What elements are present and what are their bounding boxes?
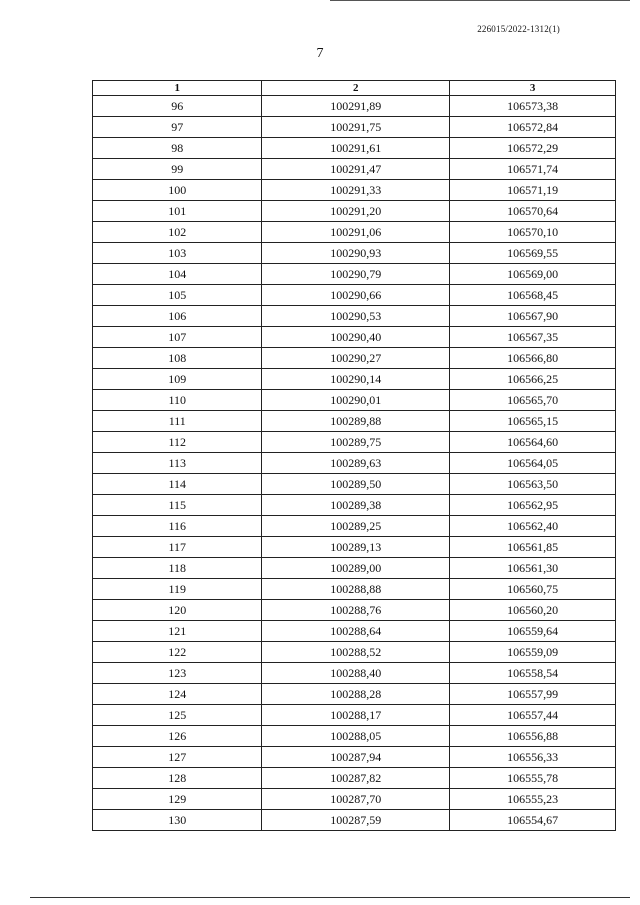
table-row: [93, 621, 616, 642]
table-cell-col2: 100287,59: [262, 810, 450, 831]
table-cell-col3: 106567,35: [450, 327, 616, 348]
table-cell-col3: 106561,85: [450, 537, 616, 558]
table-row: [93, 327, 616, 348]
table-row: [93, 348, 616, 369]
table-cell-col3: 106566,25: [450, 369, 616, 390]
table-cell-col3: 106573,38: [450, 96, 616, 117]
table-cell-col2: 100289,38: [262, 495, 450, 516]
table-cell-col2: 100290,79: [262, 264, 450, 285]
table-cell-col3: 106554,67: [450, 810, 616, 831]
column-header-3: 3: [450, 81, 616, 96]
table-body: [93, 96, 616, 831]
table-row: [93, 558, 616, 579]
table-cell-col2: 100288,40: [262, 663, 450, 684]
table-cell-col1: 130: [93, 810, 262, 831]
table-cell-col2: 100289,13: [262, 537, 450, 558]
table-cell-col2: 100288,52: [262, 642, 450, 663]
table-cell-col3: 106556,33: [450, 747, 616, 768]
table-cell-col3: 106562,40: [450, 516, 616, 537]
bottom-rule: [30, 897, 630, 898]
table-cell-col3: 106559,09: [450, 642, 616, 663]
table-cell-col2: 100288,28: [262, 684, 450, 705]
table-cell-col3: 106563,50: [450, 474, 616, 495]
table-cell-col1: 97: [93, 117, 262, 138]
table-cell-col2: 100289,75: [262, 432, 450, 453]
table-cell-col1: 105: [93, 285, 262, 306]
table-cell-col2: 100290,93: [262, 243, 450, 264]
table-cell-col3: 106571,19: [450, 180, 616, 201]
table-row: [93, 264, 616, 285]
table-cell-col3: 106558,54: [450, 663, 616, 684]
table-cell-col1: 116: [93, 516, 262, 537]
table-cell-col3: 106571,74: [450, 159, 616, 180]
table-cell-col2: 100291,47: [262, 159, 450, 180]
table-cell-col3: 106564,05: [450, 453, 616, 474]
table-row: [93, 747, 616, 768]
table-cell-col2: 100289,63: [262, 453, 450, 474]
table-cell-col2: 100290,01: [262, 390, 450, 411]
table-cell-col1: 115: [93, 495, 262, 516]
table-cell-col3: 106559,64: [450, 621, 616, 642]
table-cell-col3: 106569,00: [450, 264, 616, 285]
column-header-2: 2: [262, 81, 450, 96]
table-row: [93, 516, 616, 537]
coordinates-table: [92, 80, 616, 831]
table-row: [93, 495, 616, 516]
table-row: [93, 432, 616, 453]
table-cell-col1: 96: [93, 96, 262, 117]
document-number: 226015/2022-1312(1): [477, 24, 560, 34]
table-row: [93, 222, 616, 243]
table-cell-col1: 125: [93, 705, 262, 726]
table-cell-col3: 106566,80: [450, 348, 616, 369]
table-cell-col1: 127: [93, 747, 262, 768]
table-row: [93, 726, 616, 747]
table-cell-col1: 101: [93, 201, 262, 222]
table-cell-col2: 100288,17: [262, 705, 450, 726]
table-cell-col2: 100289,88: [262, 411, 450, 432]
table-cell-col2: 100291,61: [262, 138, 450, 159]
table-cell-col2: 100291,75: [262, 117, 450, 138]
table-row: [93, 642, 616, 663]
table-row: [93, 810, 616, 831]
table-row: [93, 390, 616, 411]
table-cell-col2: 100289,25: [262, 516, 450, 537]
table-cell-col3: 106565,70: [450, 390, 616, 411]
table-row: [93, 96, 616, 117]
table-cell-col1: 120: [93, 600, 262, 621]
table-row: [93, 243, 616, 264]
table-cell-col3: 106570,64: [450, 201, 616, 222]
table-cell-col3: 106557,44: [450, 705, 616, 726]
table-cell-col1: 98: [93, 138, 262, 159]
table-cell-col3: 106557,99: [450, 684, 616, 705]
table-cell-col1: 108: [93, 348, 262, 369]
table-cell-col2: 100289,50: [262, 474, 450, 495]
table-row: [93, 579, 616, 600]
table-cell-col1: 118: [93, 558, 262, 579]
table-cell-col3: 106567,90: [450, 306, 616, 327]
table-cell-col3: 106570,10: [450, 222, 616, 243]
table-cell-col1: 117: [93, 537, 262, 558]
table-cell-col3: 106562,95: [450, 495, 616, 516]
table-cell-col2: 100290,14: [262, 369, 450, 390]
table-cell-col2: 100290,40: [262, 327, 450, 348]
table-row: [93, 117, 616, 138]
table-cell-col3: 106561,30: [450, 558, 616, 579]
table-cell-col3: 106560,75: [450, 579, 616, 600]
table-cell-col1: 124: [93, 684, 262, 705]
table-cell-col1: 113: [93, 453, 262, 474]
top-rule: [330, 0, 630, 1]
table-cell-col3: 106556,88: [450, 726, 616, 747]
table-cell-col1: 111: [93, 411, 262, 432]
table-cell-col2: 100290,27: [262, 348, 450, 369]
table-cell-col1: 129: [93, 789, 262, 810]
table-header-row: [93, 81, 616, 96]
table-cell-col1: 99: [93, 159, 262, 180]
table-cell-col1: 110: [93, 390, 262, 411]
table-cell-col2: 100288,88: [262, 579, 450, 600]
table-cell-col2: 100290,66: [262, 285, 450, 306]
table-cell-col2: 100291,33: [262, 180, 450, 201]
table-cell-col2: 100291,06: [262, 222, 450, 243]
column-header-1: 1: [93, 81, 262, 96]
table-row: [93, 600, 616, 621]
table-cell-col3: 106555,23: [450, 789, 616, 810]
table-cell-col2: 100289,00: [262, 558, 450, 579]
table-cell-col1: 104: [93, 264, 262, 285]
table-row: [93, 453, 616, 474]
table-cell-col1: 123: [93, 663, 262, 684]
table-cell-col3: 106572,29: [450, 138, 616, 159]
table-cell-col1: 109: [93, 369, 262, 390]
table-cell-col1: 126: [93, 726, 262, 747]
table-cell-col2: 100287,82: [262, 768, 450, 789]
table-row: [93, 306, 616, 327]
table-cell-col2: 100291,20: [262, 201, 450, 222]
page-number: 7: [316, 46, 324, 61]
table-cell-col1: 121: [93, 621, 262, 642]
table-cell-col2: 100287,70: [262, 789, 450, 810]
table-cell-col3: 106564,60: [450, 432, 616, 453]
table-row: [93, 411, 616, 432]
table-row: [93, 369, 616, 390]
table-cell-col2: 100291,89: [262, 96, 450, 117]
table-cell-col3: 106572,84: [450, 117, 616, 138]
table-row: [93, 285, 616, 306]
table-cell-col1: 128: [93, 768, 262, 789]
table-cell-col1: 122: [93, 642, 262, 663]
table-row: [93, 201, 616, 222]
table-row: [93, 537, 616, 558]
table-cell-col3: 106565,15: [450, 411, 616, 432]
table-row: [93, 768, 616, 789]
table-cell-col3: 106568,45: [450, 285, 616, 306]
table-row: [93, 180, 616, 201]
table-cell-col2: 100288,76: [262, 600, 450, 621]
table-cell-col1: 103: [93, 243, 262, 264]
table-cell-col2: 100287,94: [262, 747, 450, 768]
table-cell-col1: 106: [93, 306, 262, 327]
table-cell-col1: 102: [93, 222, 262, 243]
table-cell-col2: 100288,64: [262, 621, 450, 642]
table-cell-col2: 100290,53: [262, 306, 450, 327]
table-cell-col1: 114: [93, 474, 262, 495]
table-cell-col1: 119: [93, 579, 262, 600]
table-row: [93, 138, 616, 159]
table-cell-col3: 106555,78: [450, 768, 616, 789]
table-row: [93, 789, 616, 810]
table-row: [93, 684, 616, 705]
table-cell-col3: 106569,55: [450, 243, 616, 264]
table-row: [93, 663, 616, 684]
table-cell-col1: 107: [93, 327, 262, 348]
table-cell-col1: 112: [93, 432, 262, 453]
table-cell-col3: 106560,20: [450, 600, 616, 621]
table-row: [93, 159, 616, 180]
table-row: [93, 705, 616, 726]
table-cell-col2: 100288,05: [262, 726, 450, 747]
table-cell-col1: 100: [93, 180, 262, 201]
table-row: [93, 474, 616, 495]
